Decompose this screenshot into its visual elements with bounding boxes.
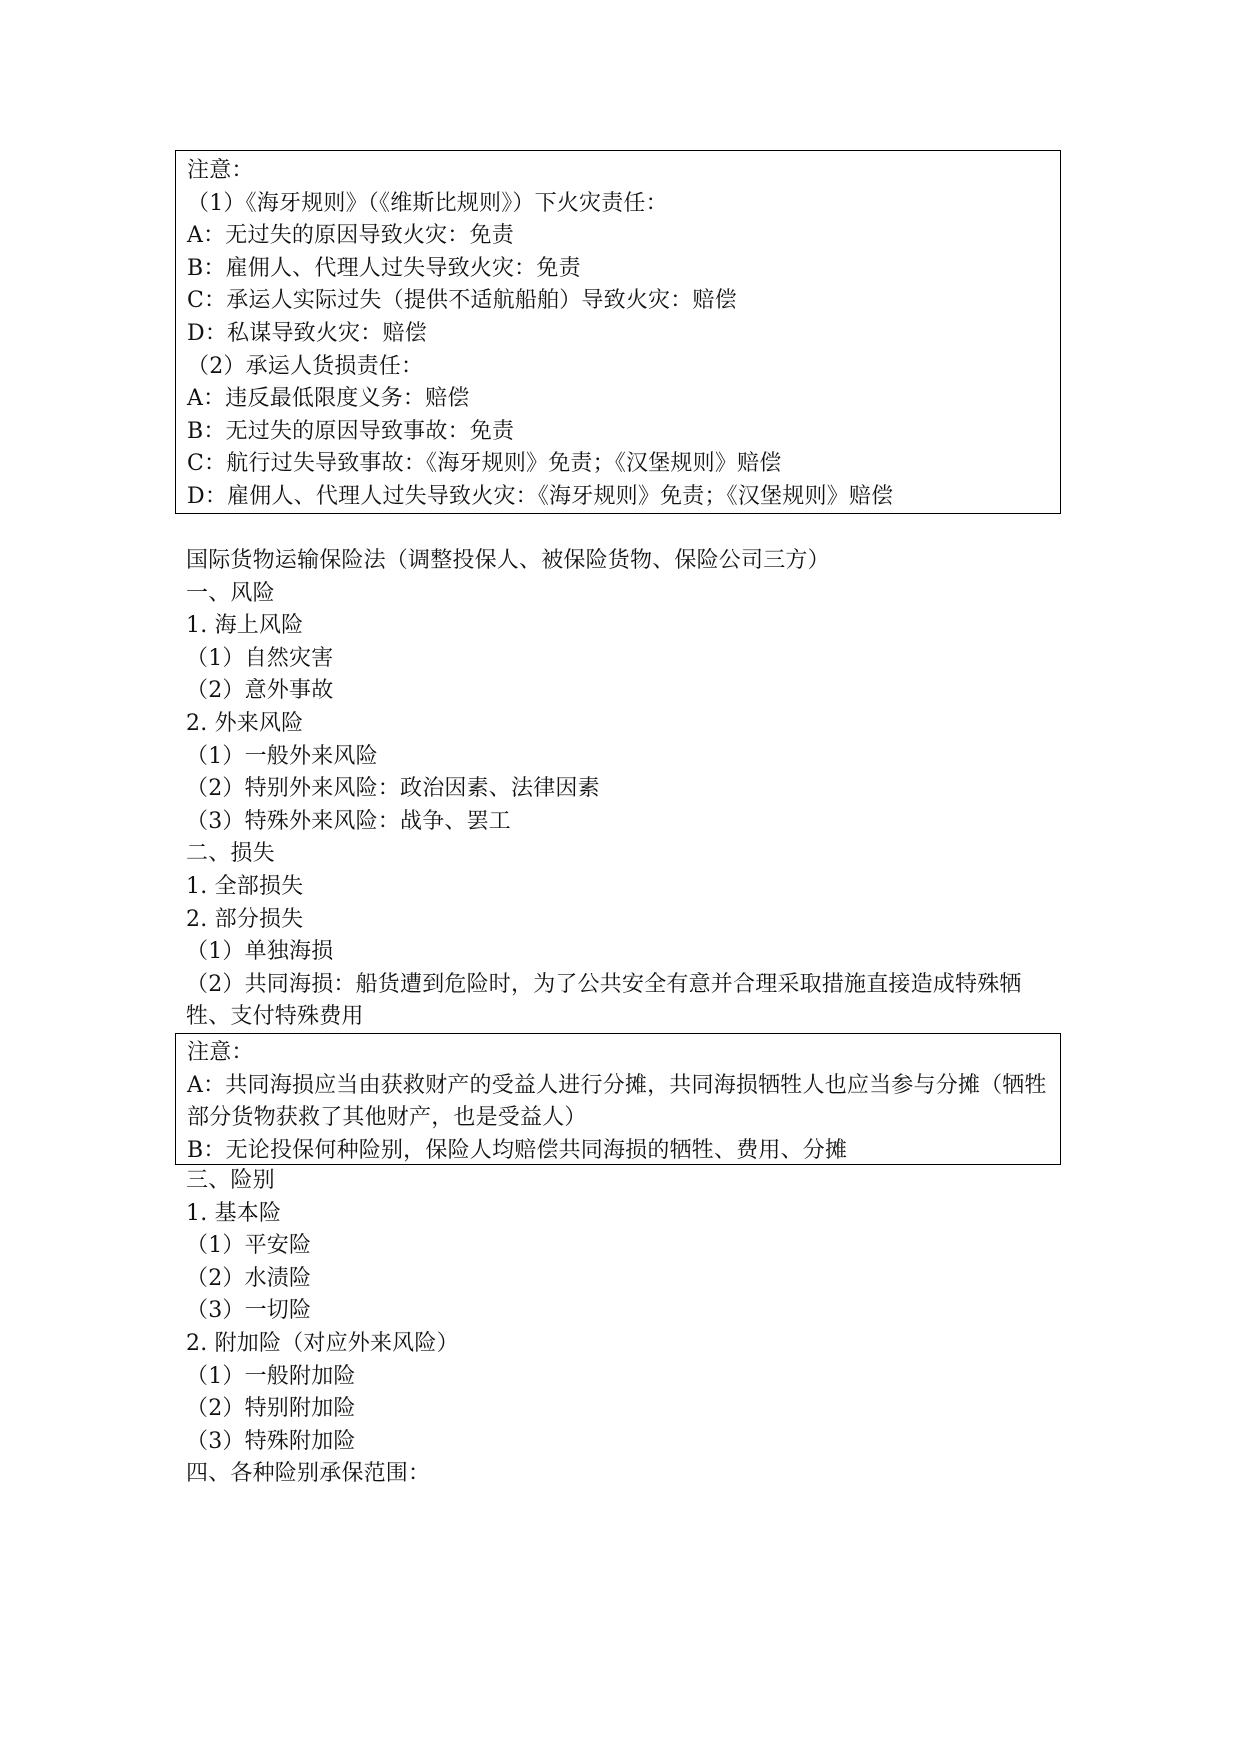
list-item-general-average: （2）共同海损：船货遭到危险时，为了公共安全有意并合理采取措施直接造成特殊牺牲、支付特殊费用 bbox=[186, 971, 1022, 1030]
heading-coverage-types: 三、险别 bbox=[186, 1168, 275, 1193]
list-item: （2）意外事故 bbox=[186, 678, 334, 704]
note-item: D：雇佣人、代理人过失导致火灾：《海牙规则》免责；《汉堡规则》赔偿 bbox=[187, 483, 894, 509]
list-item: （2）特别外来风险：政治因素、法律因素 bbox=[186, 776, 600, 802]
note-heading: 注意： bbox=[187, 158, 254, 183]
coverage-section bbox=[186, 1165, 1066, 1491]
insurance-law-section bbox=[186, 545, 1066, 1034]
list-item: 1. 全部损失 bbox=[186, 873, 304, 899]
list-item: （3）特殊附加险 bbox=[186, 1428, 356, 1454]
note-item: C：承运人实际过失（提供不适航船舶）导致火灾：赔偿 bbox=[187, 288, 737, 314]
note-item: B：无论投保何种险别，保险人均赔偿共同海损的牺牲、费用、分摊 bbox=[187, 1137, 848, 1163]
note-box-carrier-liability bbox=[175, 150, 1061, 514]
heading-loss: 二、损失 bbox=[186, 841, 275, 867]
list-item: （3）一切险 bbox=[186, 1298, 312, 1324]
note-heading: 注意： bbox=[187, 1040, 254, 1065]
note-item: B：雇佣人、代理人过失导致火灾：免责 bbox=[187, 255, 581, 281]
note-item: C：航行过失导致事故：《海牙规则》免责；《汉堡规则》赔偿 bbox=[187, 451, 782, 477]
list-item: 1. 海上风险 bbox=[186, 613, 304, 639]
note-item: A：无过失的原因导致火灾：免责 bbox=[187, 223, 514, 249]
note-item-fire-liability-heading: （1）《海牙规则》（《维斯比规则》）下火灾责任： bbox=[187, 190, 668, 216]
list-item: （1）平安险 bbox=[186, 1233, 312, 1259]
list-item: 1. 基本险 bbox=[186, 1200, 282, 1226]
section-title: 国际货物运输保险法（调整投保人、被保险货物、保险公司三方） bbox=[186, 548, 830, 573]
list-item: （1）一般附加险 bbox=[186, 1363, 356, 1389]
list-item: （2）水渍险 bbox=[186, 1265, 312, 1291]
note-item: B：无过失的原因导致事故：免责 bbox=[187, 418, 515, 444]
list-item: （2）特别附加险 bbox=[186, 1396, 356, 1422]
list-item: 2. 外来风险 bbox=[186, 710, 304, 736]
list-item: （1）单独海损 bbox=[186, 939, 334, 965]
list-item: （1）自然灾害 bbox=[186, 645, 334, 671]
note-box-general-average bbox=[175, 1033, 1061, 1165]
note-item: A：违反最低限度义务：赔偿 bbox=[187, 386, 470, 412]
note-item: A：共同海损应当由获救财产的受益人进行分摊，共同海损牺牲人也应当参与分摊（牺牲部分货物获救了其他财产，也是受益人） bbox=[187, 1072, 1047, 1131]
list-item: 2. 部分损失 bbox=[186, 906, 304, 932]
list-item: （3）特殊外来风险：战争、罢工 bbox=[186, 808, 511, 834]
heading-coverage-scope: 四、各种险别承保范围： bbox=[186, 1461, 431, 1487]
list-item: 2. 附加险（对应外来风险） bbox=[186, 1330, 459, 1356]
list-item: （1）一般外来风险 bbox=[186, 743, 378, 769]
note-item: D：私谋导致火灾：赔偿 bbox=[187, 320, 427, 346]
heading-risk: 一、风险 bbox=[186, 580, 275, 606]
note-item-cargo-liability-heading: （2）承运人货损责任： bbox=[187, 353, 424, 379]
